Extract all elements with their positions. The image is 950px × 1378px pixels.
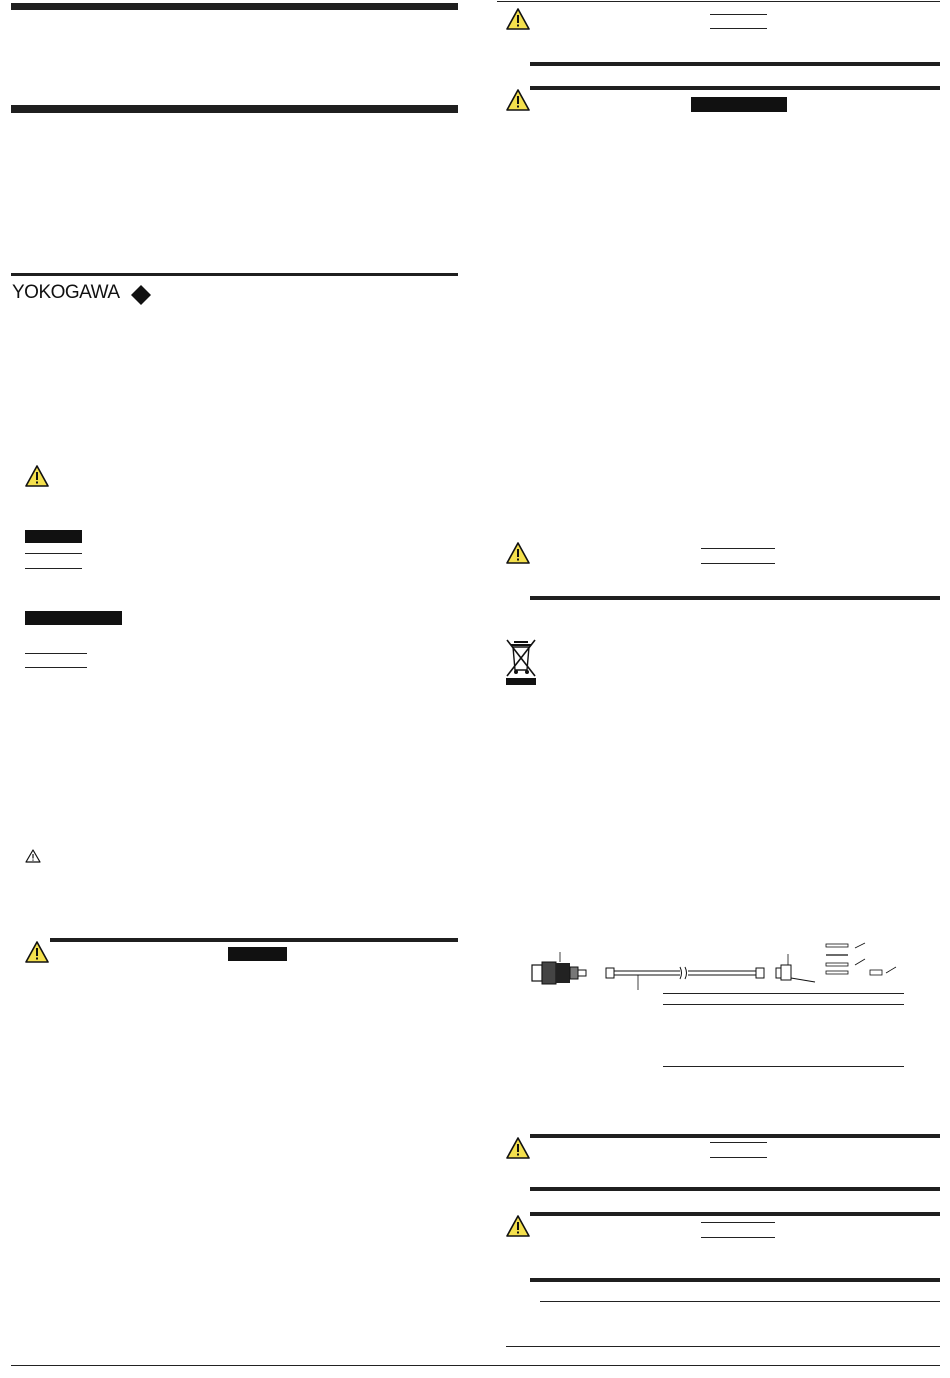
section-rule-r4	[530, 1134, 940, 1138]
table-rule-top	[663, 993, 904, 994]
underline-4	[25, 667, 87, 668]
section-rule-r5	[530, 1187, 940, 1191]
label-block-2	[25, 611, 122, 625]
page-footer-rule	[11, 1365, 940, 1366]
table-rule-bottom	[663, 1066, 904, 1067]
section-rule-r7	[530, 1278, 940, 1282]
rule-r8	[540, 1301, 940, 1302]
section-rule-2	[11, 105, 458, 113]
section-rule-r2	[530, 86, 940, 90]
underline-1	[25, 553, 82, 554]
warning-triangle-icon	[506, 8, 530, 30]
warning-triangle-icon	[25, 465, 49, 487]
underline-2	[25, 568, 82, 569]
section-rule-r3	[530, 596, 940, 600]
underline-r1	[710, 14, 767, 15]
warning-triangle-icon	[506, 1137, 530, 1159]
caution-outline-icon	[25, 849, 41, 863]
warning-triangle-icon	[506, 1215, 530, 1237]
diamond-icon	[131, 285, 151, 305]
underline-r8	[701, 1237, 775, 1238]
cable-assembly-illustration	[530, 940, 910, 1000]
warning-triangle-icon	[506, 542, 530, 564]
table-rule-mid	[663, 1004, 904, 1005]
label-block-r1	[691, 97, 787, 112]
logo-text: YOKOGAWA	[12, 282, 120, 303]
underline-3	[25, 653, 87, 654]
underline-r3	[701, 548, 775, 549]
underline-r7	[701, 1222, 775, 1223]
underline-r2	[710, 28, 767, 29]
underline-r5	[710, 1142, 767, 1143]
yokogawa-logo	[12, 282, 120, 304]
section-rule-top	[11, 3, 458, 10]
warning-triangle-icon	[25, 941, 49, 963]
label-block-1	[25, 530, 82, 543]
underline-r6	[710, 1157, 767, 1158]
section-rule-3	[11, 273, 458, 276]
section-rule-4	[50, 938, 458, 942]
warning-triangle-icon	[506, 89, 530, 111]
section-rule-r6	[530, 1212, 940, 1216]
crossed-out-bin-icon	[505, 636, 537, 686]
right-top-rule	[497, 1, 940, 2]
underline-r4	[701, 563, 775, 564]
rule-r9	[506, 1346, 940, 1347]
section-rule-r1	[530, 62, 940, 66]
label-block-3	[228, 947, 287, 961]
